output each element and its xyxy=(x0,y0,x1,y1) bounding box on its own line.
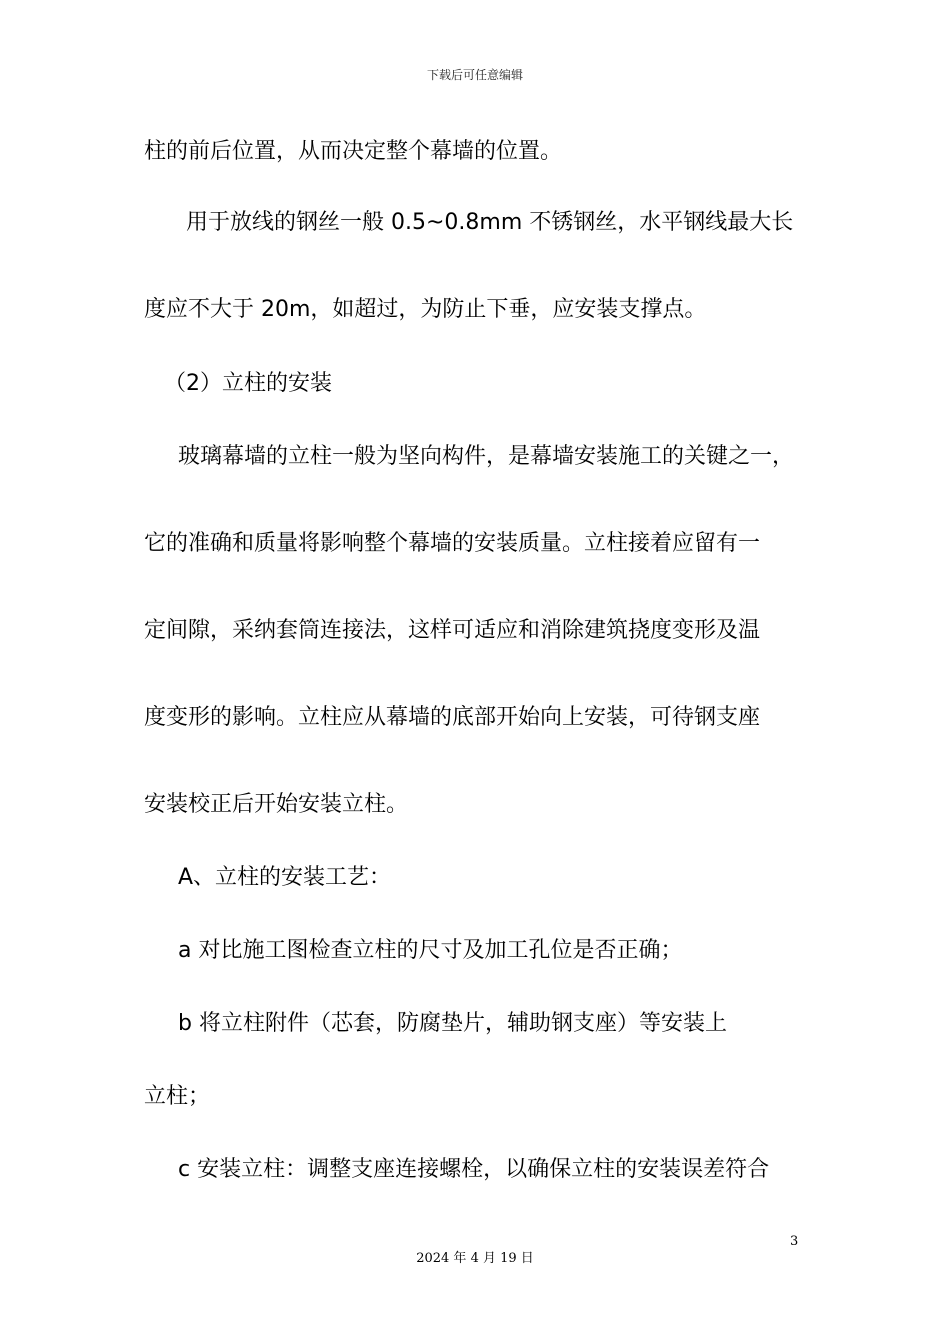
body-line-8: 度变形的影响。立柱应从幕墙的底部开始向上安装，可待钢支座 xyxy=(144,705,761,730)
step-a: a 对比施工图检查立柱的尺寸及加工孔位是否正确； xyxy=(178,938,683,963)
page-header: 下载后可任意编辑 xyxy=(426,68,523,82)
step-b: b 将立柱附件（芯套，防腐垫片，辅助钢支座）等安装上 xyxy=(178,1011,727,1036)
body-line-6: 它的准确和质量将影响整个幕墙的安装质量。立柱接着应留有一 xyxy=(144,531,761,556)
body-line-1: 柱的前后位置，从而决定整个幕墙的位置。 xyxy=(144,139,563,164)
footer-date: 2024 年 4 月 19 日 xyxy=(416,1251,534,1266)
step-c: c 安装立柱：调整支座连接螺栓，以确保立柱的安装误差符合 xyxy=(178,1157,770,1182)
step-b-continued: 立柱； xyxy=(144,1084,211,1109)
body-line-2: 用于放线的钢丝一般 0.5~0.8mm 不锈钢丝，水平钢线最大长 xyxy=(186,210,794,235)
body-line-9: 安装校正后开始安装立柱。 xyxy=(144,792,409,817)
section-heading-column-install: （2）立柱的安装 xyxy=(164,371,332,396)
page-number: 3 xyxy=(790,1234,799,1249)
subheading-install-process: A、立柱的安装工艺： xyxy=(178,865,392,890)
body-line-5: 玻璃幕墙的立柱一般为坚向构件，是幕墙安装施工的关键之一， xyxy=(178,444,795,469)
body-line-3: 度应不大于 20m，如超过，为防止下垂，应安装支撑点。 xyxy=(144,297,707,322)
body-line-7: 定间隙，采纳套筒连接法，这样可适应和消除建筑挠度变形及温 xyxy=(144,618,761,643)
